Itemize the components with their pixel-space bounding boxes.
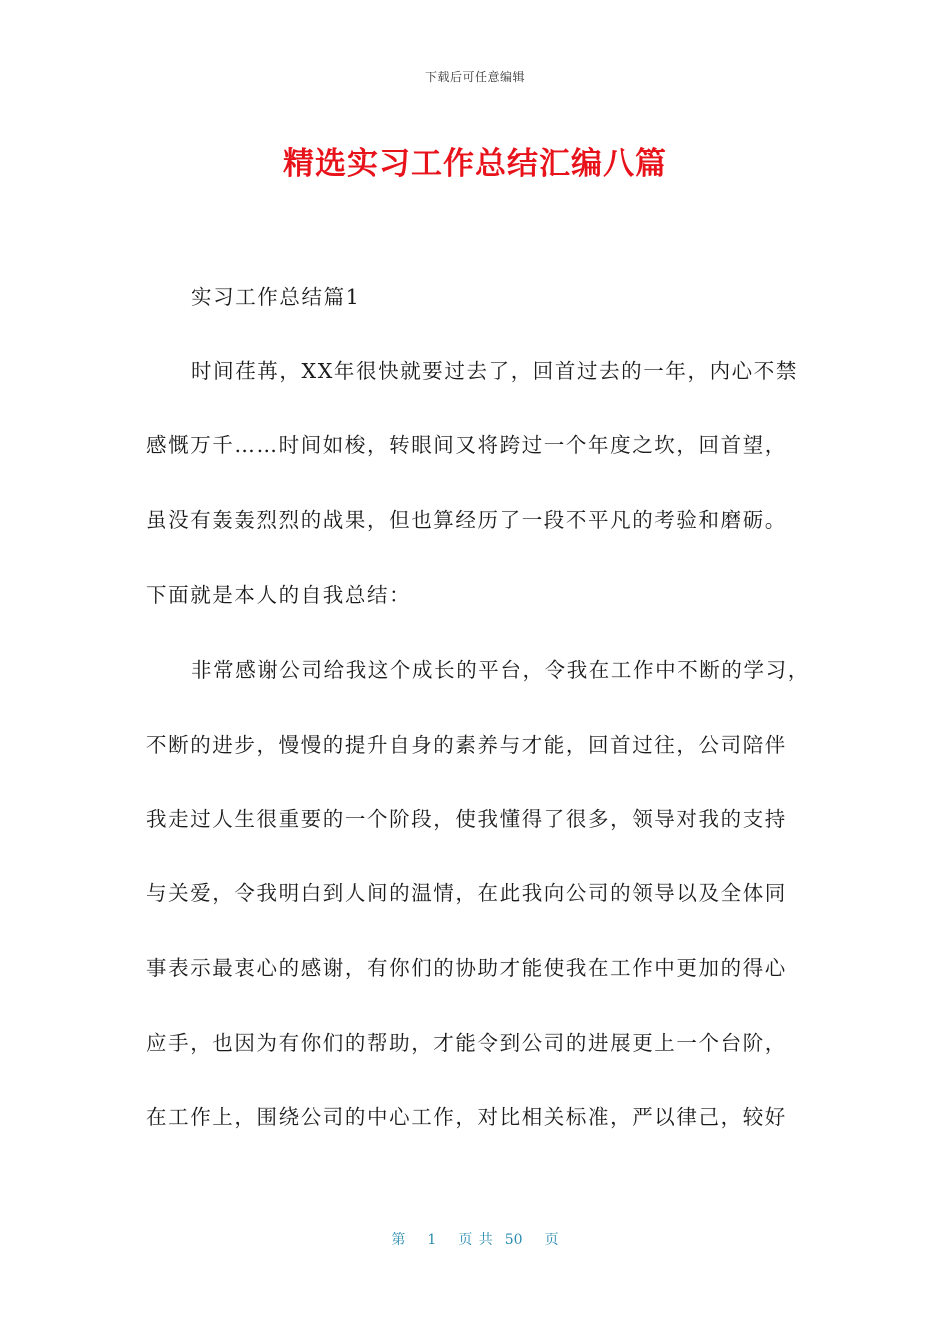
paragraph-line: 不断的进步，慢慢的提升自身的素养与才能，回首过往，公司陪伴 [146, 733, 787, 757]
paragraph-line: 应手，也因为有你们的帮助，才能令到公司的进展更上一个台阶， [146, 1031, 787, 1055]
paragraph-line: 与关爱，令我明白到人间的温情，在此我向公司的领导以及全体同 [146, 881, 787, 905]
header-note: 下载后可任意编辑 [424, 70, 525, 84]
paragraph-line: 时间荏苒，XX年很快就要过去了，回首过去的一年，内心不禁 [191, 359, 798, 383]
paragraph-line: 我走过人生很重要的一个阶段，使我懂得了很多，领导对我的支持 [146, 807, 787, 831]
footer-page-prefix: 第 [391, 1232, 406, 1248]
paragraph-line: 虽没有轰轰烈烈的战果，但也算经历了一段不平凡的考验和磨砺。 [146, 508, 787, 532]
paragraph-line: 非常感谢公司给我这个成长的平台，令我在工作中不断的学习， [191, 658, 810, 682]
page-footer [0, 1229, 950, 1249]
footer-total-pages: 50 [504, 1232, 523, 1248]
section-heading: 实习工作总结篇1 [191, 285, 361, 309]
footer-current-page: 1 [427, 1232, 437, 1248]
footer-page-mid: 页 共 [458, 1232, 493, 1248]
paragraph-line: 事表示最衷心的感谢，有你们的协助才能使我在工作中更加的得心 [146, 956, 787, 980]
document-title: 精选实习工作总结汇编八篇 [283, 146, 667, 182]
footer-page-suffix: 页 [544, 1232, 559, 1248]
paragraph-line: 在工作上，围绕公司的中心工作，对比相关标准，严以律己，较好 [146, 1105, 787, 1129]
paragraph-line: 感慨万千……时间如梭，转眼间又将跨过一个年度之坎，回首望， [146, 433, 787, 457]
paragraph-line: 下面就是本人的自我总结： [146, 583, 412, 607]
